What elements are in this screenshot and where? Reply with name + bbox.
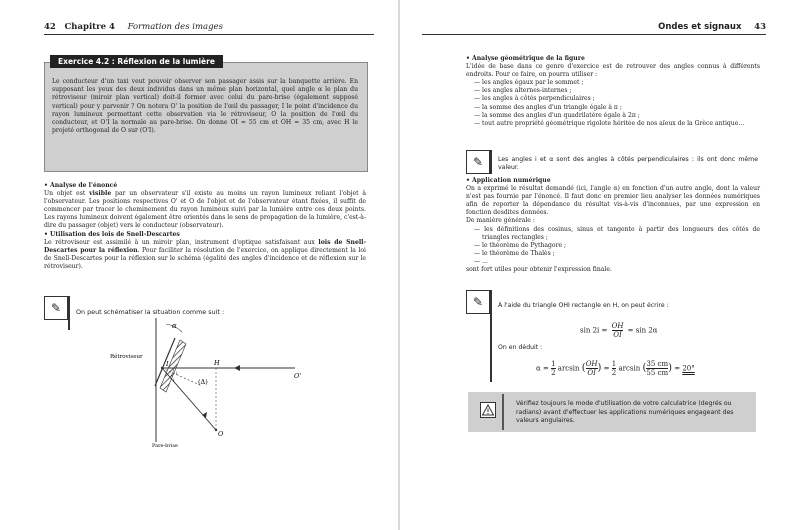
eq2-frac-oh [586, 360, 598, 377]
list-item: — le théorème de Pythagore ; [474, 241, 567, 249]
warning-bar [502, 394, 504, 430]
label-H: H [214, 359, 220, 367]
note-triangle: À l'aide du triangle OHI rectangle en H, on peut écrire : [498, 302, 669, 309]
point-I [161, 367, 163, 369]
geo-intro: L'idée de base dans ce genre d'exercice est de retrouver des angles connus à différents endroits. Pour ce faire, on pourra utiliser : [466, 63, 760, 79]
label-i-2: i [173, 379, 175, 384]
page-number: 43 [754, 22, 766, 32]
analyse-text-cont: par un observateur s'il existe au moins un rayon lumineux reliant l'objet à l'observateur. Les positions respectives O' et O de l'objet et de l'observateur étant fixées, il suffit de commencer par tracer le cheminement du rayon lumineux suivi par la lumière entre ces deux points. Les rayons lumineux doivent également être orientés dans le sens de propagation de la lumière, c'est-à-dire du passager (objet) vers le conducteur (observateur). [44, 190, 366, 230]
analyse-paragraph [44, 190, 366, 230]
analyse-heading: • Analyse de l'énoncé [44, 182, 118, 189]
left-page [0, 0, 398, 530]
eq2-half-1 [551, 360, 555, 377]
left-header [44, 22, 223, 32]
snell-heading: • Utilisation des lois de Snell-Descartes [44, 230, 180, 238]
frac-35: 35 cm [646, 360, 669, 368]
list-item: — les angles alternes-internes ; [474, 87, 572, 95]
analyse-section [44, 182, 366, 271]
eq2-result: 20° [682, 364, 695, 373]
pencil-note-icon: ✎ [44, 296, 68, 320]
eq2-half-2 [612, 360, 616, 377]
frac-55: 55 cm [646, 369, 669, 377]
pencil-note-icon: ✎ [466, 290, 490, 314]
label-retroviseur: Rétroviseur [110, 354, 143, 360]
equation-1 [580, 322, 658, 339]
note-angles: Les angles i et α sont des angles à côtés perpendiculaires : ils ont donc même valeur. [498, 156, 758, 172]
snell-bold: lois de Snell-Descartes pour la réflexion [44, 238, 366, 254]
useful-text: sont fort utiles pour obtenir l'expression finale. [466, 266, 612, 274]
reflection-figure [110, 318, 330, 448]
point-O [215, 429, 217, 431]
label-parebrise: Pare-brise [152, 443, 178, 448]
label-Oprime: O' [294, 372, 302, 380]
chapter-title: Formation des images [127, 22, 223, 32]
chapter-title: Ondes et signaux [658, 22, 742, 32]
frac-oh: OH [585, 360, 598, 368]
half-num: 1 [551, 360, 556, 368]
list-item: — la somme des angles d'un quadrilatère égale à 2π ; [474, 111, 640, 119]
ray-arrow [234, 365, 240, 371]
eq1-numerator: OH [611, 322, 624, 330]
list-item: — les angles égaux par le sommet ; [474, 79, 584, 87]
frac-oi: OI [587, 369, 596, 377]
note-bar [490, 290, 492, 382]
note-bar [490, 150, 492, 174]
app-text: On a exprimé le résultat demandé (ici, l'angle α) en fonction d'un autre angle, dont la valeur n'est pas fournie par l'énoncé. Il faut donc en premier lieu analyser les données numériques afin de reporter la dépendance du résultat vis-à-vis d'inconnues, par une expression en fonction desdites données. [466, 185, 760, 217]
eq1-right: = sin 2α [627, 326, 658, 335]
chapter-label: Chapitre 4 [64, 22, 115, 32]
label-O: O [218, 430, 224, 438]
warning-text: Vérifiez toujours le mode d'utilisation de votre calculatrice (degrés ou radians) avant d'effectuer les applications numériques engageant des valeurs angulaires. [516, 400, 734, 425]
label-i-1: i [176, 372, 178, 377]
label-delta: (Δ) [198, 378, 208, 386]
analyse-text: Un objet est [44, 190, 90, 198]
deduce-text: On en déduit : [498, 344, 543, 351]
eq1-denominator: OI [613, 331, 622, 339]
analyse-bold: visible [89, 190, 112, 198]
geo-heading: • Analyse géométrique de la figure [466, 55, 585, 62]
arcsin-2: arcsin [618, 364, 641, 373]
list-item: — le théorème de Thalès ; [474, 249, 555, 257]
app-list [466, 226, 760, 266]
right-page [400, 0, 800, 530]
app-heading: • Application numérique [466, 177, 551, 184]
label-I: I [166, 360, 169, 368]
list-item: — les angles à côtés perpendiculaires ; [474, 95, 595, 103]
snell-text: Le rétroviseur est assimilé à un miroir plan, instrument d'optique satisfaisant aux [44, 238, 319, 246]
exercise-title: Exercice 4.2 : Réflexion de la lumière [50, 55, 223, 68]
right-header [658, 22, 766, 32]
note-text: On peut schématiser la situation comme suit : [76, 308, 225, 316]
eq1-left: sin 2i = [580, 326, 608, 335]
header-rule [422, 34, 766, 35]
note-bar [68, 296, 70, 330]
eq2-start: α = [536, 364, 549, 373]
label-alpha: α [172, 322, 177, 330]
list-item: — tout autre propriété géométrique rigolote héritée de nos aïeux de la Grèce antique... [474, 119, 745, 127]
half-den: 2 [611, 369, 617, 377]
half-den: 2 [551, 369, 556, 377]
snell-text-cont: . Pour faciliter la résolution de l'exercice, on applique directement la loi de Snell-Descartes pour la réflexion sur le schéma (égalité des angles d'incidence et de réflexion sur le rétroviseur). [44, 246, 366, 270]
exercise-text: Le conducteur d'un taxi veut pouvoir observer son passager assis sur la banquette arrière. En supposant les yeux des deux individus dans un même plan horizontal, quel angle α le plan du rétroviseur (miroir plan vertical) doit-il former avec celui du pare-brise (également supposé vertical) pour y parvenir ? On notera O' la position de l'œil du passager, I le point d'incidence du rayon lumineux permettant cette observation via le rétroviseur, O la position de l'œil du conducteur, et O'I la normale au pare-brise. On donne OI = 55 cm et OH = 35 cm, avec H le projeté orthogonal de O sur (O'I). [52, 78, 358, 135]
app-section [466, 177, 760, 274]
list-item: — ... [474, 257, 488, 265]
geo-list [466, 79, 760, 128]
eq2-frac-num [646, 360, 668, 377]
list-item: — la somme des angles d'un triangle égale à π ; [474, 103, 622, 111]
page-number: 42 [44, 22, 56, 32]
manner-text: De manière générale : [466, 217, 535, 225]
arcsin-1: arcsin [557, 364, 580, 373]
list-item: — les définitions des cosinus, sinus et tangente à partir des longueurs des côtés de triangles rectangles ; [474, 225, 760, 241]
snell-paragraph [44, 239, 366, 271]
warning-icon [480, 402, 496, 418]
pencil-note-icon: ✎ [466, 150, 490, 174]
equation-2: α = $\frac{1}{2}$ arcsin ( $\frac{OH}{OI}$ ) = $\frac{1}{2}$ arcsin ( $\frac{35 cm}{55 cm}$ ) = 20° [536, 360, 695, 377]
geo-section [466, 55, 760, 128]
eq1-fraction [612, 322, 624, 339]
header-rule [44, 34, 374, 35]
half-num: 1 [611, 360, 617, 368]
